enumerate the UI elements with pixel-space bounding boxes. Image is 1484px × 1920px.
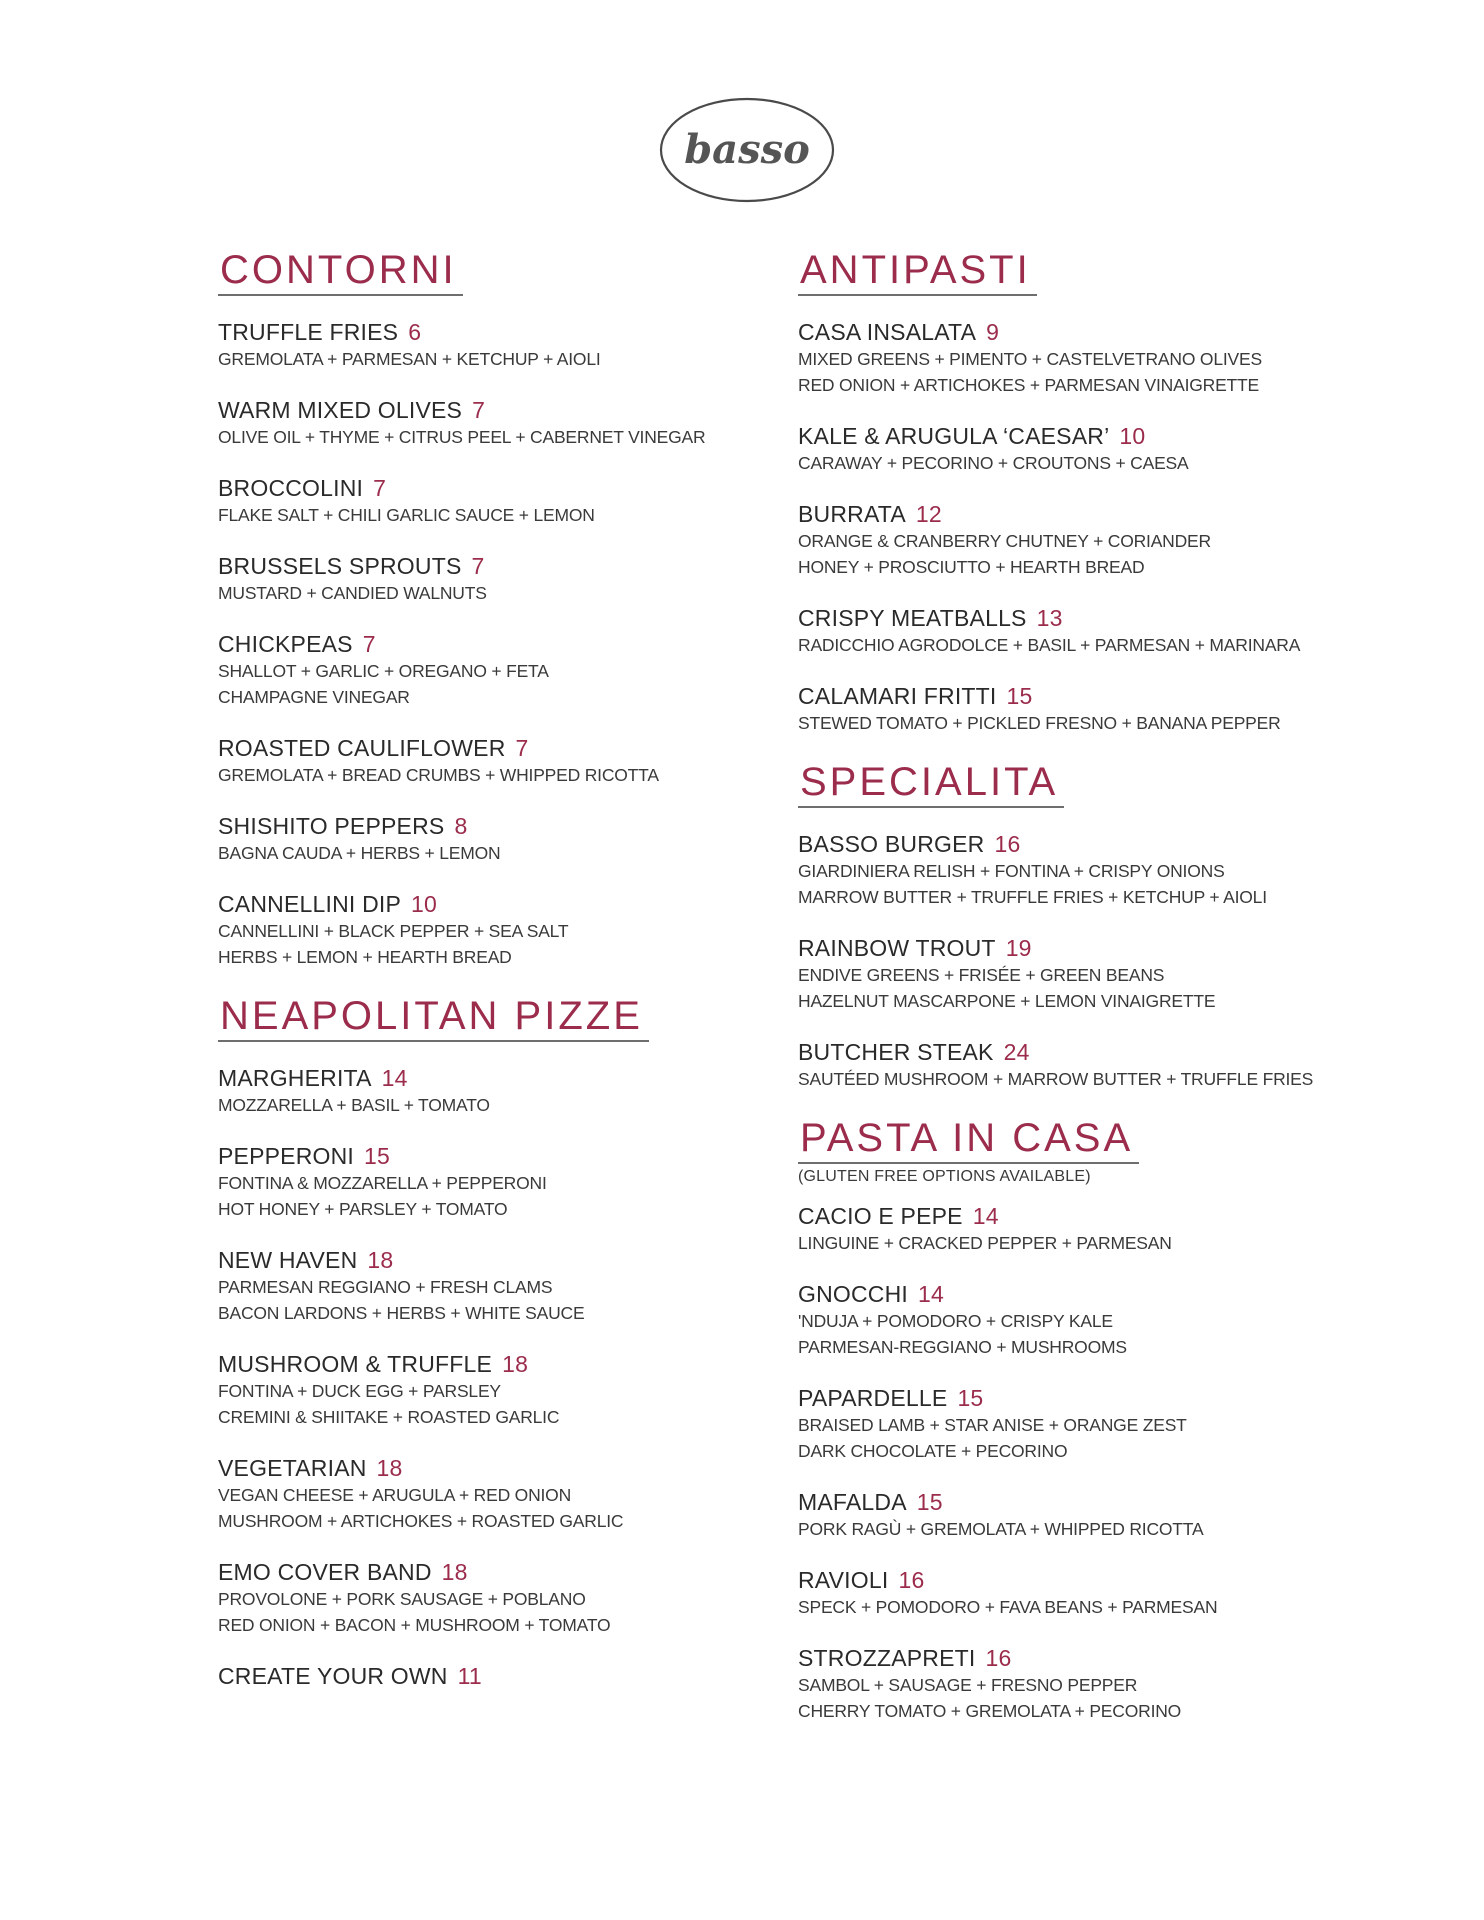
menu-section <box>218 248 778 970</box>
menu-item <box>218 1064 778 1118</box>
menu-item <box>218 812 778 866</box>
menu-item-title <box>798 1202 1398 1230</box>
menu-item-description: MARROW BUTTER + TRUFFLE FRIES + KETCHUP + AIOLI <box>798 887 1267 907</box>
menu-item-list <box>798 1202 1398 1724</box>
menu-item-description: OLIVE OIL + THYME + CITRUS PEEL + CABERNET VINEGAR <box>218 427 706 447</box>
menu-item-title <box>218 396 778 424</box>
menu-item-description: PORK RAGÙ + GREMOLATA + WHIPPED RICOTTA <box>798 1519 1204 1539</box>
menu-item-name: BUTCHER STEAK <box>798 1039 994 1065</box>
menu-item-description: RED ONION + ARTICHOKES + PARMESAN VINAIGRETTE <box>798 375 1260 395</box>
menu-item-name: CANNELLINI DIP <box>218 891 402 917</box>
menu-item-name: CALAMARI FRITTI <box>798 683 997 709</box>
menu-item-description: CANNELLINI + BLACK PEPPER + SEA SALT <box>218 921 569 941</box>
menu-item-price: 7 <box>373 475 387 501</box>
menu-item-name: BROCCOLINI <box>218 475 364 501</box>
menu-item-title <box>218 630 778 658</box>
menu-item-title <box>798 830 1398 858</box>
menu-item-price: 10 <box>1119 423 1146 449</box>
menu-item-title <box>218 1064 778 1092</box>
menu-item-price: 18 <box>367 1247 394 1273</box>
menu-item-name: RAVIOLI <box>798 1567 889 1593</box>
menu-item-name: KALE & ARUGULA ‘CAESAR’ <box>798 423 1110 449</box>
menu-item-price: 16 <box>898 1567 925 1593</box>
menu-item-title <box>798 422 1398 450</box>
menu-item-name: CHICKPEAS <box>218 631 353 657</box>
menu-item-name: CREATE YOUR OWN <box>218 1663 448 1689</box>
menu-item-description: GIARDINIERA RELISH + FONTINA + CRISPY ONIONS <box>798 861 1225 881</box>
section-heading: CONTORNI <box>218 248 463 296</box>
menu-item-description: GREMOLATA + BREAD CRUMBS + WHIPPED RICOTTA <box>218 765 659 785</box>
menu-item-title <box>218 1558 778 1586</box>
section-heading: NEAPOLITAN PIZZE <box>218 994 649 1042</box>
menu-item-name: STROZZAPRETI <box>798 1645 976 1671</box>
menu-item-description: HONEY + PROSCIUTTO + HEARTH BREAD <box>798 557 1145 577</box>
menu-item <box>218 552 778 606</box>
menu-item-title <box>798 1038 1398 1066</box>
menu-item-name: TRUFFLE FRIES <box>218 319 399 345</box>
menu-item-name: NEW HAVEN <box>218 1247 358 1273</box>
menu-item-title <box>218 1142 778 1170</box>
menu-item-name: BASSO BURGER <box>798 831 985 857</box>
menu-item-description: CREMINI & SHIITAKE + ROASTED GARLIC <box>218 1407 560 1427</box>
menu-item-title <box>798 318 1398 346</box>
section-heading: PASTA IN CASA <box>798 1116 1139 1164</box>
menu-item-title <box>798 1644 1398 1672</box>
menu-item-list <box>798 830 1398 1092</box>
menu-item-description: SHALLOT + GARLIC + OREGANO + FETA <box>218 661 549 681</box>
menu-item-name: CASA INSALATA <box>798 319 977 345</box>
menu-item-title <box>798 604 1398 632</box>
menu-item <box>798 1566 1398 1620</box>
menu-item <box>218 474 778 528</box>
menu-item-description: HERBS + LEMON + HEARTH BREAD <box>218 947 512 967</box>
menu-item-description: RADICCHIO AGRODOLCE + BASIL + PARMESAN + MARINARA <box>798 635 1301 655</box>
menu-item-name: CACIO E PEPE <box>798 1203 963 1229</box>
menu-item-description: MUSTARD + CANDIED WALNUTS <box>218 583 487 603</box>
menu-item-title <box>218 734 778 762</box>
menu-item-description: SAMBOL + SAUSAGE + FRESNO PEPPER <box>798 1675 1138 1695</box>
menu-item-price: 9 <box>986 319 1000 345</box>
menu-item-title <box>798 1280 1398 1308</box>
menu-item-title <box>218 890 778 918</box>
menu-item-name: BRUSSELS SPROUTS <box>218 553 462 579</box>
menu-item-description: CHAMPAGNE VINEGAR <box>218 687 410 707</box>
menu-item <box>218 630 778 710</box>
menu-item-description: RED ONION + BACON + MUSHROOM + TOMATO <box>218 1615 611 1635</box>
menu-item <box>218 890 778 970</box>
menu-item-price: 12 <box>915 501 942 527</box>
menu-item <box>218 396 778 450</box>
menu-item-name: VEGETARIAN <box>218 1455 367 1481</box>
menu-item <box>218 318 778 372</box>
menu-item-name: WARM MIXED OLIVES <box>218 397 463 423</box>
menu-item-description: FLAKE SALT + CHILI GARLIC SAUCE + LEMON <box>218 505 595 525</box>
menu-item-description: CARAWAY + PECORINO + CROUTONS + CAESA <box>798 453 1189 473</box>
menu-item-title <box>798 1384 1398 1412</box>
menu-item-list <box>798 318 1398 736</box>
menu-item <box>218 1350 778 1430</box>
section-note: (GLUTEN FREE OPTIONS AVAILABLE) <box>798 1168 1091 1185</box>
menu-item <box>218 1662 778 1690</box>
menu-item <box>798 682 1398 736</box>
menu-item <box>798 1038 1398 1092</box>
menu-item-title <box>218 1246 778 1274</box>
menu-item-description: HOT HONEY + PARSLEY + TOMATO <box>218 1199 508 1219</box>
menu-item-list <box>218 1064 778 1690</box>
menu-item-title <box>218 552 778 580</box>
menu-item-name: PAPARDELLE <box>798 1385 948 1411</box>
menu-item-price: 18 <box>441 1559 468 1585</box>
menu-item <box>218 1246 778 1326</box>
menu-item-description: ORANGE & CRANBERRY CHUTNEY + CORIANDER <box>798 531 1211 551</box>
menu-item-price: 16 <box>994 831 1021 857</box>
menu-item-price: 15 <box>916 1489 943 1515</box>
menu-item-price: 24 <box>1003 1039 1030 1065</box>
menu-item-description: LINGUINE + CRACKED PEPPER + PARMESAN <box>798 1233 1172 1253</box>
menu-item-description: DARK CHOCOLATE + PECORINO <box>798 1441 1068 1461</box>
menu-item <box>798 318 1398 398</box>
menu-item-description: STEWED TOMATO + PICKLED FRESNO + BANANA PEPPER <box>798 713 1281 733</box>
logo-oval <box>657 95 837 205</box>
menu-item-title <box>798 500 1398 528</box>
menu-item-name: CRISPY MEATBALLS <box>798 605 1027 631</box>
menu-item-description: SPECK + POMODORO + FAVA BEANS + PARMESAN <box>798 1597 1218 1617</box>
menu-item-name: GNOCCHI <box>798 1281 909 1307</box>
menu-section <box>798 1116 1398 1724</box>
menu-item-price: 18 <box>502 1351 529 1377</box>
menu-item-description: ENDIVE GREENS + FRISÉE + GREEN BEANS <box>798 965 1165 985</box>
menu-item-price: 8 <box>454 813 468 839</box>
menu-item-price: 11 <box>457 1663 482 1689</box>
menu-item-description: PARMESAN REGGIANO + FRESH CLAMS <box>218 1277 553 1297</box>
menu-item-title <box>218 318 778 346</box>
menu-item-price: 14 <box>381 1065 408 1091</box>
menu-item-price: 7 <box>472 397 486 423</box>
menu-item <box>798 422 1398 476</box>
menu-item-price: 7 <box>471 553 485 579</box>
menu-section <box>798 760 1398 1092</box>
menu-item-description: SAUTÉED MUSHROOM + MARROW BUTTER + TRUFFLE FRIES <box>798 1069 1314 1089</box>
menu-item-price: 7 <box>515 735 529 761</box>
menu-item-title <box>798 934 1398 962</box>
menu-item-description: HAZELNUT MASCARPONE + LEMON VINAIGRETTE <box>798 991 1216 1011</box>
menu-item-name: EMO COVER BAND <box>218 1559 432 1585</box>
menu-item-price: 7 <box>362 631 376 657</box>
menu-item-price: 15 <box>1006 683 1033 709</box>
menu-item-description: MUSHROOM + ARTICHOKES + ROASTED GARLIC <box>218 1511 624 1531</box>
menu-item <box>798 604 1398 658</box>
menu-item <box>218 1558 778 1638</box>
menu-item-price: 13 <box>1036 605 1063 631</box>
menu-item <box>218 1454 778 1534</box>
menu-item-list <box>218 318 778 970</box>
section-heading: SPECIALITA <box>798 760 1064 808</box>
menu-item-title <box>798 1566 1398 1594</box>
menu-item <box>798 1384 1398 1464</box>
menu-item-description: MIXED GREENS + PIMENTO + CASTELVETRANO OLIVES <box>798 349 1262 369</box>
menu-section <box>798 248 1398 736</box>
menu-item <box>218 1142 778 1222</box>
menu-item <box>798 500 1398 580</box>
menu-item-name: MARGHERITA <box>218 1065 372 1091</box>
left-column <box>218 248 778 1714</box>
menu-item <box>218 734 778 788</box>
menu-item-description: 'NDUJA + POMODORO + CRISPY KALE <box>798 1311 1113 1331</box>
menu-item <box>798 830 1398 910</box>
menu-item-name: RAINBOW TROUT <box>798 935 996 961</box>
right-column <box>798 248 1398 1748</box>
menu-item-title <box>218 474 778 502</box>
menu-item-name: PEPPERONI <box>218 1143 355 1169</box>
menu-item-price: 15 <box>364 1143 390 1169</box>
menu-item-description: VEGAN CHEESE + ARUGULA + RED ONION <box>218 1485 572 1505</box>
menu-item-name: BURRATA <box>798 501 906 527</box>
menu-item-title <box>798 682 1398 710</box>
menu-item-price: 14 <box>918 1281 944 1307</box>
menu-item-title <box>218 1350 778 1378</box>
menu-item <box>798 1488 1398 1542</box>
menu-item-description: PARMESAN-REGGIANO + MUSHROOMS <box>798 1337 1127 1357</box>
menu-item-title <box>218 1662 778 1690</box>
menu-item-price: 14 <box>972 1203 999 1229</box>
menu-item-description: MOZZARELLA + BASIL + TOMATO <box>218 1095 490 1115</box>
menu-item-price: 19 <box>1005 935 1032 961</box>
menu-item-title <box>218 812 778 840</box>
menu-item <box>798 934 1398 1014</box>
menu-item-name: SHISHITO PEPPERS <box>218 813 445 839</box>
menu-item-price: 10 <box>411 891 437 917</box>
menu-item-name: ROASTED CAULIFLOWER <box>218 735 506 761</box>
menu-item <box>798 1280 1398 1360</box>
menu-item-price: 16 <box>985 1645 1012 1671</box>
menu-item-title <box>218 1454 778 1482</box>
section-heading: ANTIPASTI <box>798 248 1037 296</box>
menu-item-name: MAFALDA <box>798 1489 907 1515</box>
menu-item-description: BACON LARDONS + HERBS + WHITE SAUCE <box>218 1303 585 1323</box>
menu-item-description: FONTINA + DUCK EGG + PARSLEY <box>218 1381 501 1401</box>
basso-logo <box>657 95 837 205</box>
menu-item-description: PROVOLONE + PORK SAUSAGE + POBLANO <box>218 1589 586 1609</box>
menu-item <box>798 1644 1398 1724</box>
menu-item-description: BRAISED LAMB + STAR ANISE + ORANGE ZEST <box>798 1415 1187 1435</box>
menu-item-description: BAGNA CAUDA + HERBS + LEMON <box>218 843 501 863</box>
menu-item-price: 18 <box>376 1455 403 1481</box>
menu-item-price: 15 <box>957 1385 984 1411</box>
menu-section <box>218 994 778 1690</box>
menu-item-title <box>798 1488 1398 1516</box>
logo-text: basso <box>684 126 810 173</box>
menu-item-name: MUSHROOM & TRUFFLE <box>218 1351 493 1377</box>
menu-item-price: 6 <box>408 319 422 345</box>
menu-item-description: FONTINA & MOZZARELLA + PEPPERONI <box>218 1173 547 1193</box>
menu-item-description: CHERRY TOMATO + GREMOLATA + PECORINO <box>798 1701 1182 1721</box>
menu-item-description: GREMOLATA + PARMESAN + KETCHUP + AIOLI <box>218 349 601 369</box>
menu-item <box>798 1202 1398 1256</box>
